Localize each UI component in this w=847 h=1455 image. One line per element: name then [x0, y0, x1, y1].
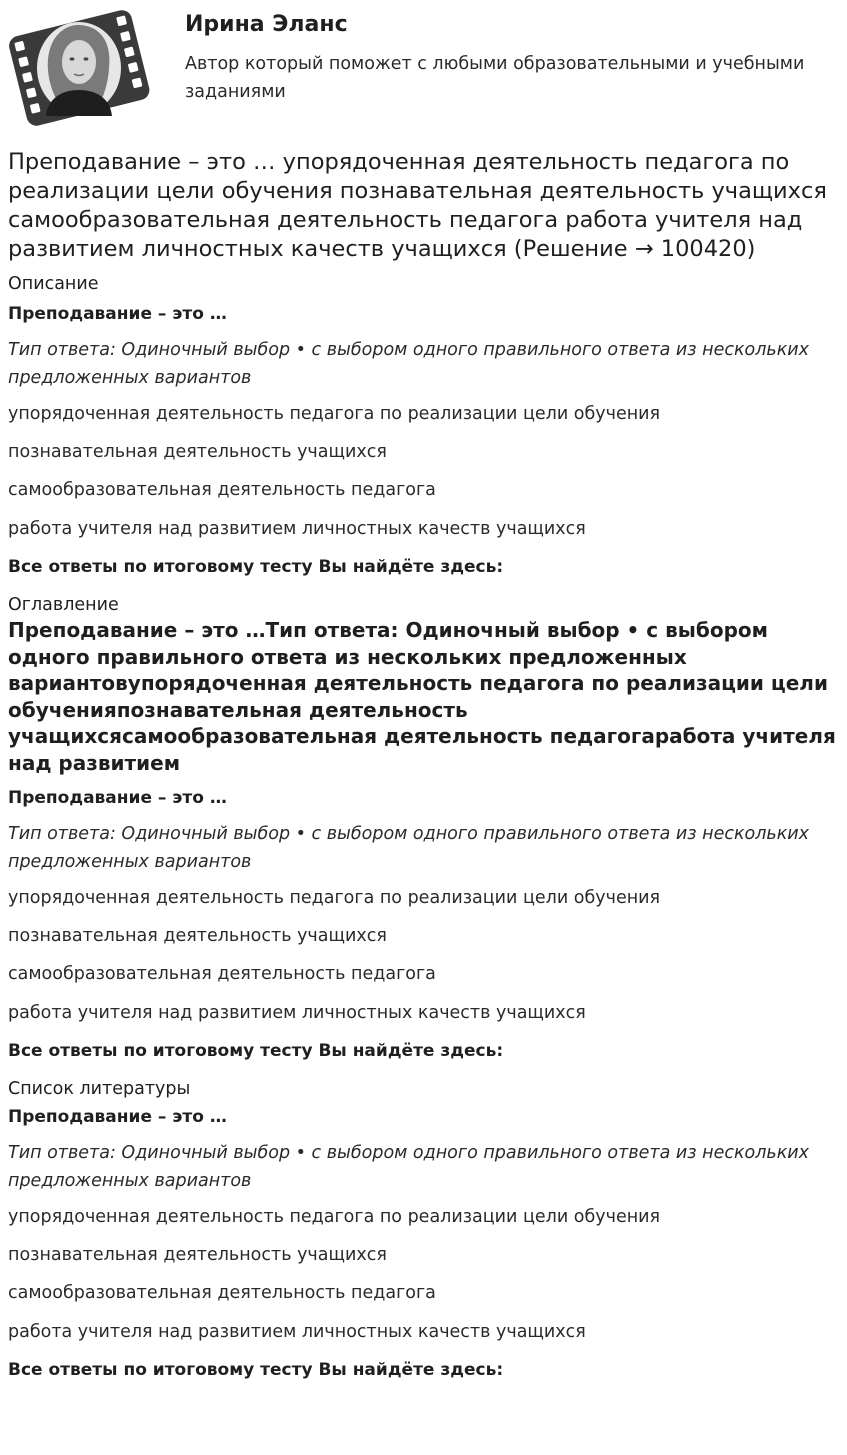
answer-option: познавательная деятельность учащихся — [8, 925, 387, 946]
question-title: Преподавание – это … — [8, 304, 227, 324]
answer-option: упорядоченная деятельность педагога по реализации цели обучения — [8, 887, 661, 908]
all-answers-text: Все ответы по итоговому тесту Вы найдёте здесь: — [8, 1040, 504, 1061]
author-description: Автор который поможет с любыми образовательными и учебными заданиями — [185, 54, 805, 102]
answer-option: работа учителя над развитием личностных качеств учащихся — [8, 1321, 586, 1342]
answer-type: Тип ответа: Одиночный выбор • с выбором одного правильного ответа из нескольких предложенных вариантов — [8, 340, 810, 388]
section-description — [8, 272, 839, 579]
section-label: Список литературы — [8, 1078, 191, 1099]
answer-type: Тип ответа: Одиночный выбор • с выбором одного правильного ответа из нескольких предложенных вариантов — [8, 823, 810, 872]
author-name: Ирина Эланс — [185, 12, 348, 37]
answer-option: самообразовательная деятельность педагога — [8, 963, 436, 984]
document-content — [8, 148, 839, 1382]
answer-type: Тип ответа: Одиночный выбор • с выбором одного правильного ответа из нескольких предложенных вариантов — [8, 1142, 810, 1191]
answer-option: познавательная деятельность учащихся — [8, 442, 387, 462]
page-title: Преподавание – это … упорядоченная деятельность педагога по реализации цели обучения познавательная деятельность учащихся самообразовательная деятельность педагога работа учителя над развитием личностных качеств учащихся (Решение → 100420) — [8, 149, 827, 262]
answer-option: познавательная деятельность учащихся — [8, 1244, 387, 1265]
answer-option: упорядоченная деятельность педагога по реализации цели обучения — [8, 1206, 661, 1227]
all-answers-text: Все ответы по итоговому тесту Вы найдёте здесь: — [8, 557, 504, 577]
question-title: Преподавание – это … — [8, 787, 227, 808]
answer-option: работа учителя над развитием личностных качеств учащихся — [8, 519, 586, 539]
section-label: Описание — [8, 274, 99, 294]
section-toc — [8, 593, 839, 1063]
author-avatar-icon — [8, 8, 150, 126]
section-references — [8, 1077, 839, 1382]
section-label: Оглавление — [8, 595, 119, 615]
answer-option: работа учителя над развитием личностных качеств учащихся — [8, 1002, 586, 1023]
answer-option: самообразовательная деятельность педагога — [8, 1282, 436, 1303]
toc-heading: Преподавание – это …Тип ответа: Одиночный выбор • с выбором одного правильного ответа из нескольких предложенных вариантовупорядоченная деятельность педагога по реализации цели обученияпознавательная деятельность учащихсясамообразовательная деятельность педагогаработа учителя над развитием — [8, 618, 836, 775]
question-title: Преподавание – это … — [8, 1106, 227, 1127]
answer-option: упорядоченная деятельность педагога по реализации цели обучения — [8, 404, 661, 424]
all-answers-text: Все ответы по итоговому тесту Вы найдёте здесь: — [8, 1359, 504, 1380]
author-card — [8, 8, 839, 128]
answer-option: самообразовательная деятельность педагога — [8, 480, 436, 500]
